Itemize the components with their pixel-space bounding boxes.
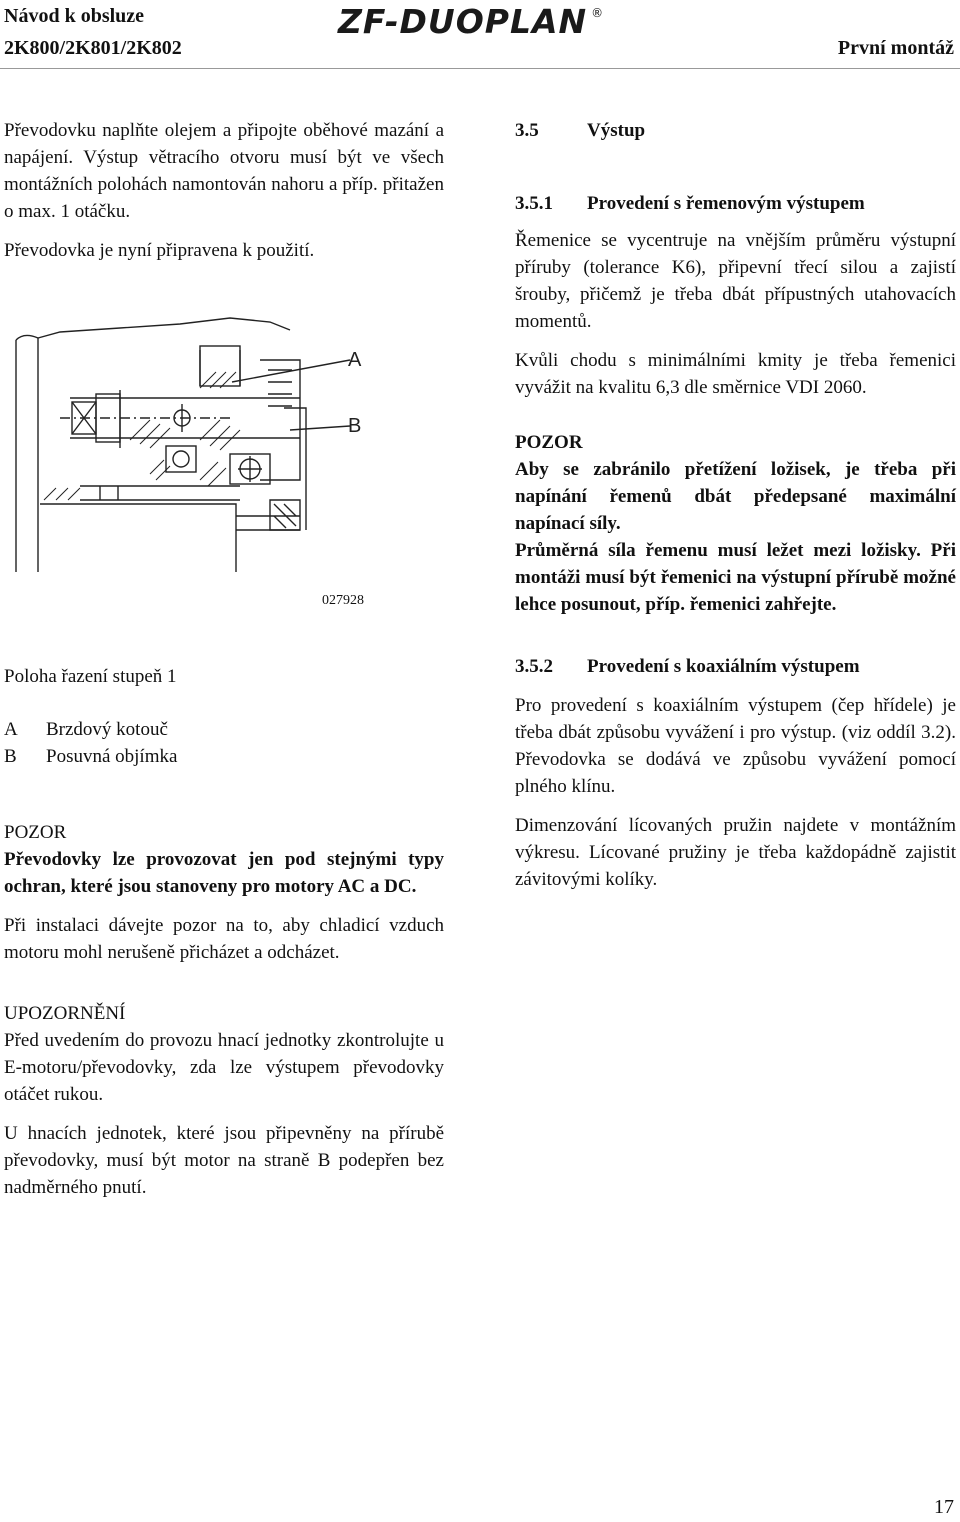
heading-text: Provedení s koaxiálním výstupem [587,656,860,677]
header-left [4,0,182,64]
heading-3-5-2 [515,653,956,680]
upozorneni-text: Před uvedením do provozu hnací jednotky zkontrolujte u E-motoru/převodovky, zda lze výstupem převodovky otáčet rukou. [4,1030,444,1105]
brand-name: ZF-DUOPLAN [338,2,588,41]
legend-key: A [4,719,18,740]
brand-logo [338,2,604,41]
legend-key: B [4,746,17,767]
heading-text: Provedení s řemenovým výstupem [587,193,865,214]
paragraph-cooling: Při instalaci dávejte pozor na to, aby chladicí vzduch motoru mohl nerušeně přicházet a odcházet. [4,915,444,963]
pozor-text-left: Převodovky lze provozovat jen pod stejnými typy ochran, které jsou stanoveny pro motory AC a DC. [4,849,444,897]
legend-text: Brzdový kotouč [46,719,168,740]
figure-legend [4,663,177,770]
legend-item [4,716,177,743]
heading-3-5-1 [515,190,956,217]
drawing-number: 027928 [322,593,364,608]
left-column-bottom [4,819,444,1201]
model-numbers: 2K800/2K801/2K802 [4,37,182,59]
paragraph-balancing: Kvůli chodu s minimálními kmity je třeba řemenici vyvážit na kvalitu 6,3 dle směrnice VDI 2060. [515,350,956,398]
paragraph-ready: Převodovka je nyní připravena k použití. [4,240,315,261]
upozorneni-title: UPOZORNĚNÍ [4,1003,126,1024]
pozor-title-left: POZOR [4,822,67,843]
heading-number: 3.5.1 [515,193,553,214]
paragraph-pulley: Řemenice se vycentruje na vnějším průměru výstupní příruby (tolerance K6), připevní třecí silou a zajistí šrouby, přičemž je třeba dbát přípustných utahovacích momentů. [515,230,956,332]
heading-number: 3.5.2 [515,656,553,677]
paragraph-oil-fill: Převodovku naplňte olejem a připojte oběhové mazání a napájení. Výstup větracího otvoru musí být ve všech montážních polohách namontován nahoru a příp. přitažen o max. 1 otáčku. [4,120,444,222]
heading-text: Výstup [587,120,646,141]
left-column-top [4,117,444,264]
paragraph-motor-support: U hnacích jednotek, které jsou připevněny na přírubě převodovky, musí být motor na straně B podepřen bez nadměrného pnutí. [4,1123,444,1198]
gearbox-section-drawing [0,290,440,630]
header-divider [0,68,960,69]
registered-mark: ® [591,6,605,20]
pozor-text-right-2: Průměrná síla řemenu musí ležet mezi ložisky. Při montáži musí být řemenici na výstupní přírubě možné lehce posunout, příp. řemenici zahřejte. [515,540,956,615]
legend-text: Posuvná objímka [46,746,178,767]
heading-3-5 [515,117,956,144]
paragraph-coaxial: Pro provedení s koaxiálním výstupem (čep hřídele) je třeba dbát způsobu vyvážení i pro výstup. (viz oddíl 3.2). Převodovka se dodává ve způsobu vyvážení pomocí plného klínu. [515,695,956,797]
pozor-title-right: POZOR [515,432,583,453]
right-column [515,117,956,893]
heading-number: 3.5 [515,120,539,141]
figure-caption: Poloha řazení stupeň 1 [4,666,177,687]
label-a: A [348,349,362,371]
pozor-text-right-1: Aby se zabránilo přetížení ložisek, je třeba při napínání řemenů dbát předepsané maximální napínací síly. [515,459,956,534]
legend-item [4,743,177,770]
page-number: 17 [934,1496,954,1518]
document-title: Návod k obsluze [4,5,145,27]
paragraph-keys: Dimenzování lícovaných pružin najdete v montážním výkresu. Lícované pružiny je třeba každopádně zajistit závitovými kolíky. [515,815,956,890]
label-b: B [348,415,362,437]
section-title: První montáž [837,37,954,59]
